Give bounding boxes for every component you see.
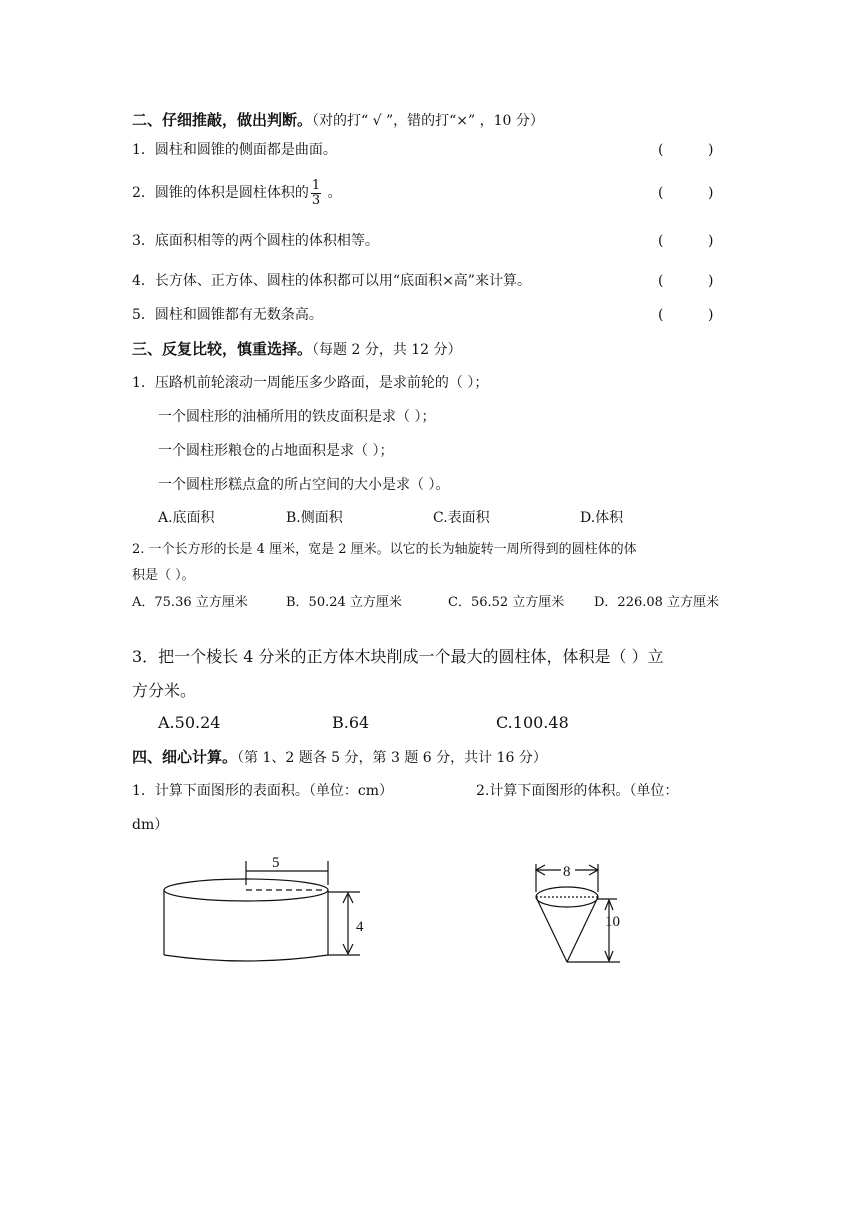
choice-q1-line1: 1．压路机前轮滚动一周能压多少路面，是求前轮的（ ）； — [132, 375, 489, 391]
choice-q3-option-b[interactable]: B.64 — [332, 713, 370, 732]
cylinder-height-label: 4 — [356, 919, 364, 935]
section2-title: 二、仔细推敲，做出判断。 — [132, 111, 313, 129]
judge-answer-5[interactable]: ( ) — [658, 307, 714, 323]
choice-q1-line3: 一个圆柱形粮仓的占地面积是求（ ）； — [158, 443, 394, 459]
choice-q2-option-d[interactable]: D．226.08 立方厘米 — [594, 595, 720, 610]
calc-q2-unit-cont: dm） — [132, 817, 169, 833]
cone-figure — [525, 852, 635, 972]
choice-q1-option-d[interactable]: D.体积 — [580, 510, 624, 526]
choice-q1-line2: 一个圆柱形的油桶所用的铁皮面积是求（ ）； — [158, 409, 436, 425]
choice-q1-option-a[interactable]: A.底面积 — [158, 510, 215, 526]
cylinder-figure — [150, 845, 380, 975]
section4-note: （第 1、2 题各 5 分，第 3 题 6 分，共计 16 分） — [237, 750, 547, 766]
choice-q2-line1: 2. 一个长方形的长是 4 厘米，宽是 2 厘米。以它的长为轴旋转一周所得到的圆柱体的体 — [132, 542, 637, 557]
cylinder-bottom-arc — [164, 955, 328, 961]
choice-q2-option-b[interactable]: B．50.24 立方厘米 — [286, 595, 402, 610]
judge-item-4: 4．长方体、正方体、圆柱的体积都可以用“底面积×高”来计算。 — [132, 273, 531, 289]
fraction-one-third — [311, 179, 321, 208]
judge-answer-1[interactable]: ( ) — [658, 142, 714, 158]
section3-title: 三、反复比较，慎重选择。 — [132, 340, 313, 358]
choice-q2-line2: 积是（ ）。 — [132, 568, 195, 583]
judge-answer-3[interactable]: ( ) — [658, 233, 714, 249]
section2-note: （对的打“ √ ”，错的打“×” ，10 分） — [312, 113, 544, 129]
section4-title: 四、细心计算。 — [132, 748, 238, 766]
fraction-numerator: 1 — [311, 177, 321, 193]
choice-q3-option-a[interactable]: A.50.24 — [158, 713, 221, 732]
judge-item-2 — [132, 175, 342, 211]
choice-q3-option-c[interactable]: C.100.48 — [496, 713, 569, 732]
choice-q3-line2: 方分米。 — [132, 681, 197, 700]
choice-q1-option-c[interactable]: C.表面积 — [433, 510, 490, 526]
section4-heading — [132, 747, 547, 768]
fraction-denominator: 3 — [311, 192, 321, 208]
choice-q1-line4: 一个圆柱形糕点盒的所占空间的大小是求（ ）。 — [158, 477, 450, 493]
judge-item-2-end: 。 — [323, 185, 342, 201]
judge-item-2-text: 2．圆锥的体积是圆柱体积的 — [132, 185, 309, 201]
judge-answer-2[interactable]: ( ) — [658, 185, 714, 201]
section3-note: （每题 2 分，共 12 分） — [312, 342, 462, 358]
judge-answer-4[interactable]: ( ) — [658, 273, 714, 289]
cylinder-radius-label: 5 — [272, 855, 280, 871]
choice-q1-option-b[interactable]: B.侧面积 — [286, 510, 343, 526]
choice-q2-option-a[interactable]: A．75.36 立方厘米 — [132, 595, 248, 610]
judge-item-1: 1．圆柱和圆锥的侧面都是曲面。 — [132, 142, 337, 158]
section2-heading — [132, 110, 544, 131]
judge-item-3: 3．底面积相等的两个圆柱的体积相等。 — [132, 233, 379, 249]
calc-q1: 1．计算下面图形的表面积。（单位：cm） — [132, 783, 394, 799]
cone-height-label: 10 — [605, 914, 620, 930]
calc-q2: 2.计算下面图形的体积。（单位： — [476, 783, 679, 799]
cone-diameter-label: 8 — [563, 864, 571, 880]
judge-item-5: 5．圆柱和圆锥都有无数条高。 — [132, 307, 323, 323]
choice-q2-option-c[interactable]: C．56.52 立方厘米 — [448, 595, 565, 610]
choice-q3-line1: 3．把一个棱长 4 分米的正方体木块削成一个最大的圆柱体，体积是（ ）立 — [132, 647, 664, 666]
section3-heading — [132, 339, 462, 360]
